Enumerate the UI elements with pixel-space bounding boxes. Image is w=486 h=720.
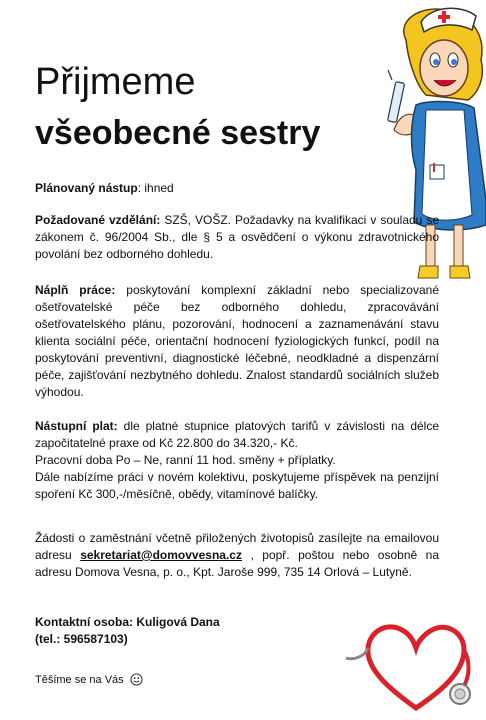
job-description-text: poskytování komplexní základní nebo specializované ošetřovatelské péče bez odborného dohledu, zpracovávání ošetřovatelského plánu, pozorování, hodnocení a zaznamenávání stavu klienta sociální péče, orientační hodnocení fyziologických funkcí, podíl na poskytování preventivní, diagnostické léčebné, neodkladné a dispenzární péče, zajišťování nezbytného dohledu. Znalost standardů sociálních služeb výhodou. bbox=[35, 283, 439, 399]
smiley-icon bbox=[130, 673, 143, 686]
start-date-paragraph bbox=[35, 180, 439, 197]
stethoscope-heart-illustration bbox=[346, 600, 486, 720]
title-line-2: všeobecné sestry bbox=[35, 114, 321, 152]
application-text-2: , popř. poštou nebo osobně na adresu Domova Vesna, p. o., Kpt. Jaroše 999, 735 14 Orlová – Lutyně. bbox=[35, 548, 439, 579]
education-label: Požadované vzdělání: bbox=[35, 213, 161, 227]
education-text: SZŠ, VOŠZ. Požadavky na kvalifikaci v souladu se zákonem č. 96/2004 Sb., dle § 5 a osvědčení o výkonu zdravotnického povolání bez odborného dohledu. bbox=[35, 213, 440, 261]
salary-text: dle platné stupnice platových tarifů v závislosti na délce započitatelné praxe od Kč 22.800 do 34.320,- Kč. bbox=[35, 419, 440, 450]
working-hours-text: Pracovní doba Po – Ne, ranní 11 hod. směny + příplatky. bbox=[35, 453, 336, 467]
education-paragraph bbox=[35, 212, 439, 263]
salary-label: Nástupní plat: bbox=[35, 419, 118, 433]
job-description-label: Náplň práce: bbox=[35, 283, 116, 297]
application-paragraph bbox=[35, 530, 439, 581]
salary-paragraph bbox=[35, 418, 439, 503]
job-description-paragraph bbox=[35, 282, 439, 401]
closing-text: Těšíme se na Vás bbox=[35, 674, 124, 686]
contact-person: Kontaktní osoba: Kuligová Dana bbox=[35, 615, 220, 629]
contact-phone: (tel.: 596587103) bbox=[35, 632, 128, 646]
application-text-1: Žádosti o zaměstnání včetně přiložených životopisů zasílejte na emailovou adresu bbox=[35, 531, 439, 562]
title-line-1: Přijmeme bbox=[35, 61, 196, 103]
start-date-label: Plánovaný nástup bbox=[35, 181, 138, 195]
start-date-value: : ihned bbox=[137, 181, 174, 195]
email-link[interactable]: sekretariat@domovvesna.cz bbox=[80, 548, 242, 562]
benefits-text: Dále nabízíme práci v novém kolektivu, poskytujeme příspěvek na penzijní spoření Kč 300,-/měsíčně, obědy, vitamínové balíčky. bbox=[35, 470, 439, 501]
